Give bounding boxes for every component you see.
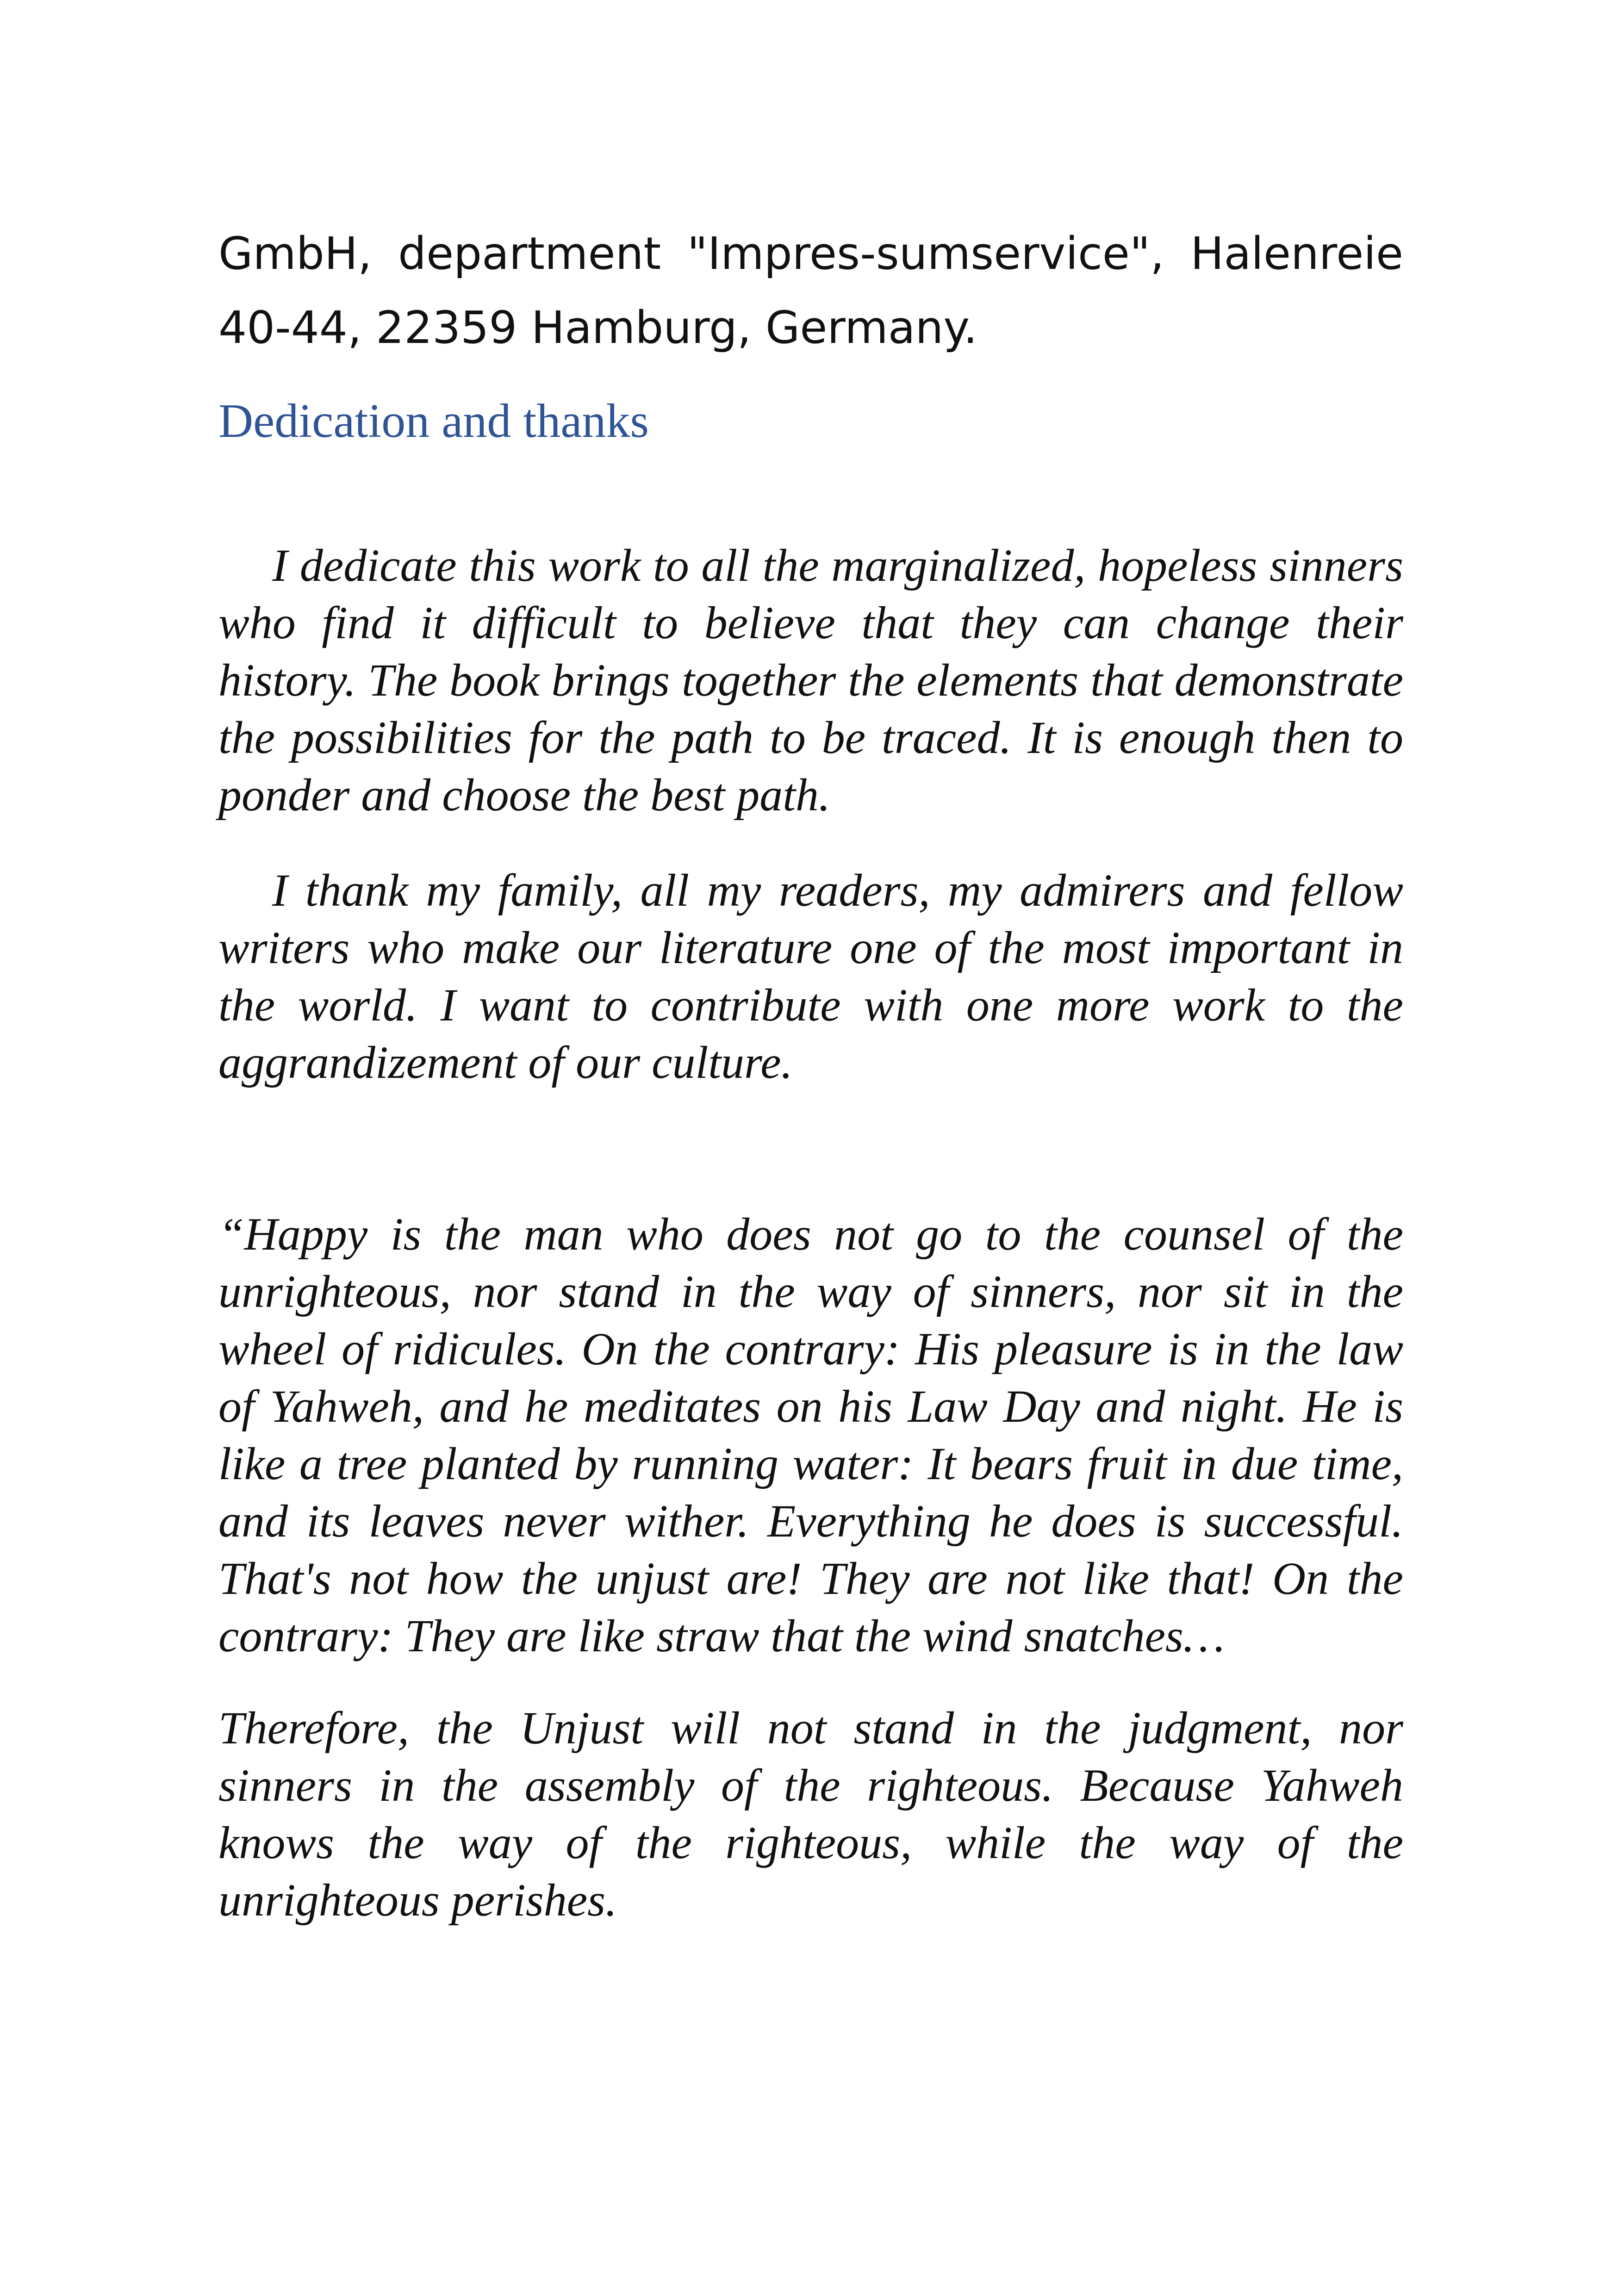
quote-conclusion-paragraph: Therefore, the Unjust will not stand in the judgment, nor sinners in the assembly of the righteous. Because Yahweh knows the way of the righteous, while the way of the unrighteous perishes. (218, 1702, 1403, 1926)
publisher-address: GmbH, department "Impres-sumservice", Halenreie 40-44, 22359 Hamburg, Germany. (218, 228, 1403, 354)
section-heading: Dedication and thanks (218, 394, 649, 448)
quote-paragraph: “Happy is the man who does not go to the counsel of the unrighteous, nor stand in the way of sinners, nor sit in the wheel of ridicules. On the contrary: His pleasure is in the law of Yahweh, and he meditates on his Law Day and night. He is like a tree planted by running water: It bears fruit in due time, and its leaves never wither. Everything he does is successful. That's not how the unjust are! They are not like that! On the contrary: They are like straw that the wind snatches… (218, 1208, 1403, 1661)
dedication-paragraph: I dedicate this work to all the marginalized, hopeless sinners who find it difficult to believe that they can change their history. The book brings together the elements that demonstrate the possibilities for the path to be traced. It is enough then to ponder and choose the best path. (218, 540, 1403, 821)
thanks-paragraph: I thank my family, all my readers, my admirers and fellow writers who make our literature one of the most important in the world. I want to contribute with one more work to the aggrandizement of our culture. (218, 865, 1403, 1088)
